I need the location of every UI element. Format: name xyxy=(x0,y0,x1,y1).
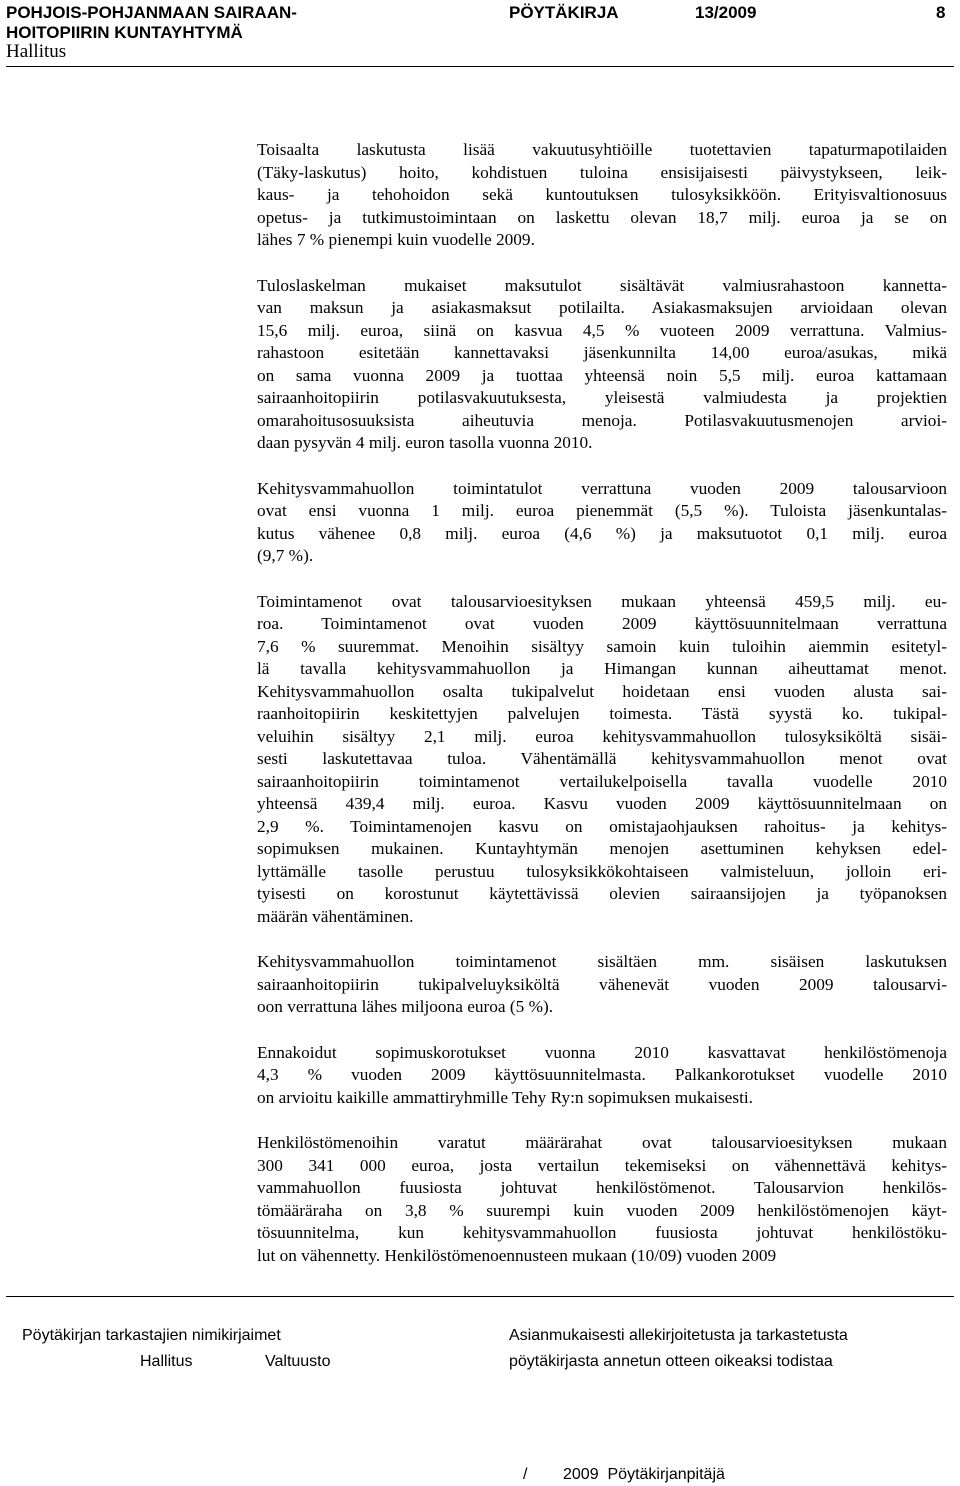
text-line: tösuunnitelma, kun kehitysvammahuollon fuusiosta johtuvat henkilöstöku- xyxy=(257,1223,947,1242)
text-line: omarahoitusosuuksista aiheutuvia menoja. Potilasvakuutusmenojen arvioi- xyxy=(257,410,947,430)
reviewer-initials-label: Pöytäkirjan tarkastajien nimikirjaimet xyxy=(22,1327,281,1344)
text-line: Kehitysvammahuollon toimintamenot sisältäen mm. sisäisen laskutuksen xyxy=(257,952,947,971)
text-line: rahastoon esitetään kannettavaksi jäsenkunnilta 14,00 euroa/asukas, mikä xyxy=(257,343,947,362)
text-line: tömääräraha on 3,8 % suurempi kuin vuoden 2009 henkilöstömenojen käyt- xyxy=(257,1200,947,1220)
body-paragraph xyxy=(257,275,947,455)
text-line: roa. Toimintamenot ovat vuoden 2009 käyttösuunnitelmaan verrattuna xyxy=(257,614,947,633)
body-paragraph xyxy=(257,951,947,1019)
text-line: Kehitysvammahuollon toimintatulot verrattuna vuoden 2009 talousarvioon xyxy=(257,478,947,498)
text-line: kaus- ja tehohoidon sekä kuntoutuksen tulosyksikköön. Erityisvaltionosuus xyxy=(257,185,947,204)
header-divider xyxy=(6,66,954,67)
document-number: 13/2009 xyxy=(695,3,757,22)
text-line: sopimuksen mukainen. Kuntayhtymän menojen asettuminen kehyksen edel- xyxy=(257,839,947,858)
text-line: Tuloslaskelman mukaiset maksutulot sisältävät valmiusrahastoon kannetta- xyxy=(257,275,947,295)
section-title: Hallitus xyxy=(6,41,67,62)
text-line: yhteensä 439,4 milj. euroa. Kasvu vuoden 2009 käyttösuunnitelmaan on xyxy=(257,794,947,813)
text-line: opetus- ja tutkimustoimintaan on laskettu olevan 18,7 milj. euroa ja se on xyxy=(257,207,947,227)
text-line: kutus vähenee 0,8 milj. euroa (4,6 %) ja maksutuotot 0,1 milj. euroa xyxy=(257,523,947,543)
text-line: sairaanhoitopiirin potilasvakuutuksesta, yleisestä valmiudesta ja projektien xyxy=(257,388,947,407)
text-line: Ennakoidut sopimuskorotukset vuonna 2010 kasvattavat henkilöstömenoja xyxy=(257,1042,947,1062)
certification-text-line1: Asianmukaisesti allekirjoitetusta ja tarkastetusta xyxy=(509,1327,848,1344)
text-line: raanhoitopiirin keskitettyjen palvelujen toimesta. Tästä syystä ko. tukipal- xyxy=(257,704,947,723)
body-paragraph xyxy=(257,1042,947,1110)
organization-name-line1: POHJOIS-POHJANMAAN SAIRAAN- xyxy=(6,3,297,22)
text-line: (Täky-laskutus) hoito, kohdistuen tuloina ensisijaisesti päivystykseen, leik- xyxy=(257,162,947,182)
certification-text-line2: pöytäkirjasta annetun otteen oikeaksi todistaa xyxy=(509,1353,833,1370)
text-line: oon verrattuna lähes miljoona euroa (5 %). xyxy=(257,997,554,1016)
text-line: vammahuollon fuusiosta johtuvat henkilöstömenot. Talousarvion henkilös- xyxy=(257,1178,947,1197)
footer-hallitus-label: Hallitus xyxy=(140,1353,193,1370)
text-line: lyttämälle tasolle perustuu tulosyksikkökohtaiseen valmisteluun, jolloin eri- xyxy=(257,861,947,881)
document-type: PÖYTÄKIRJA xyxy=(509,3,619,22)
organization-name-line2: HOITOPIIRIN KUNTAYHTYMÄ xyxy=(6,23,243,42)
text-line: veluihin sisältyy 2,1 milj. euroa kehitysvammahuollon tulosyksiköltä sisäi- xyxy=(257,726,947,746)
text-line: Henkilöstömenoihin varatut määrärahat ovat talousarvioesityksen mukaan xyxy=(257,1133,947,1152)
text-line: on arvioitu kaikille ammattiryhmille Tehy Ry:n sopimuksen mukaisesti. xyxy=(257,1087,753,1107)
text-line: 4,3 % vuoden 2009 käyttösuunnitelmasta. Palkankorotukset vuodelle 2010 xyxy=(257,1065,947,1084)
text-line: Kehitysvammahuollon osalta tukipalvelut hoidetaan ensi vuoden alusta sai- xyxy=(257,681,947,701)
text-line: on sama vuonna 2009 ja tuottaa yhteensä noin 5,5 milj. euroa kattamaan xyxy=(257,365,947,385)
text-line: 2,9 %. Toimintamenojen kasvu on omistajaohjauksen rahoitus- ja kehitys- xyxy=(257,816,947,836)
text-line: ovat ensi vuonna 1 milj. euroa pienemmät (5,5 %). Tuloista jäsenkuntalas- xyxy=(257,501,947,520)
body-paragraph xyxy=(257,1132,947,1267)
text-line: 7,6 % suuremmat. Menoihin sisältyy samoin kuin tuloihin aiemmin esitetyl- xyxy=(257,636,947,656)
footer-valtuusto-label: Valtuusto xyxy=(265,1353,331,1370)
document-body xyxy=(257,139,947,1290)
secretary-signature-line: / 2009 Pöytäkirjanpitäjä xyxy=(523,1466,725,1483)
page-number: 8 xyxy=(936,3,946,22)
text-line: (9,7 %). xyxy=(257,546,314,565)
body-paragraph xyxy=(257,591,947,929)
text-line: sairaanhoitopiirin tukipalveluyksiköltä vähenevät vuoden 2009 talousarvi- xyxy=(257,974,947,994)
footer-divider xyxy=(6,1296,954,1297)
body-paragraph xyxy=(257,139,947,252)
text-line: 15,6 milj. euroa, siinä on kasvua 4,5 % vuoteen 2009 verrattuna. Valmius- xyxy=(257,320,947,340)
text-line: Toisaalta laskutusta lisää vakuutusyhtiöille tuotettavien tapaturmapotilaiden xyxy=(257,140,947,159)
text-line: määrän vähentäminen. xyxy=(257,906,414,926)
body-paragraph xyxy=(257,478,947,568)
text-line: van maksun ja asiakasmaksut potilailta. Asiakasmaksujen arvioidaan olevan xyxy=(257,298,947,317)
text-line: Toimintamenot ovat talousarvioesityksen mukaan yhteensä 459,5 milj. eu- xyxy=(257,591,947,611)
text-line: tyisesti on korostunut käytettävissä olevien sairaansijojen ja työpanoksen xyxy=(257,884,947,903)
text-line: lähes 7 % pienempi kuin vuodelle 2009. xyxy=(257,230,535,249)
text-line: sairaanhoitopiirin toimintamenot vertailukelpoisella tavalla vuodelle 2010 xyxy=(257,771,947,791)
text-line: lut on vähennetty. Henkilöstömenoennusteen mukaan (10/09) vuoden 2009 xyxy=(257,1245,777,1265)
text-line: daan pysyvän 4 milj. euron tasolla vuonna 2010. xyxy=(257,433,593,452)
text-line: sesti laskutettavaa tuloa. Vähentämällä kehitysvammahuollon menot ovat xyxy=(257,749,947,768)
text-line: lä tavalla kehitysvammahuollon ja Himangan kunnan aiheuttamat menot. xyxy=(257,659,947,678)
text-line: 300 341 000 euroa, josta vertailun tekemiseksi on vähennettävä kehitys- xyxy=(257,1155,947,1175)
